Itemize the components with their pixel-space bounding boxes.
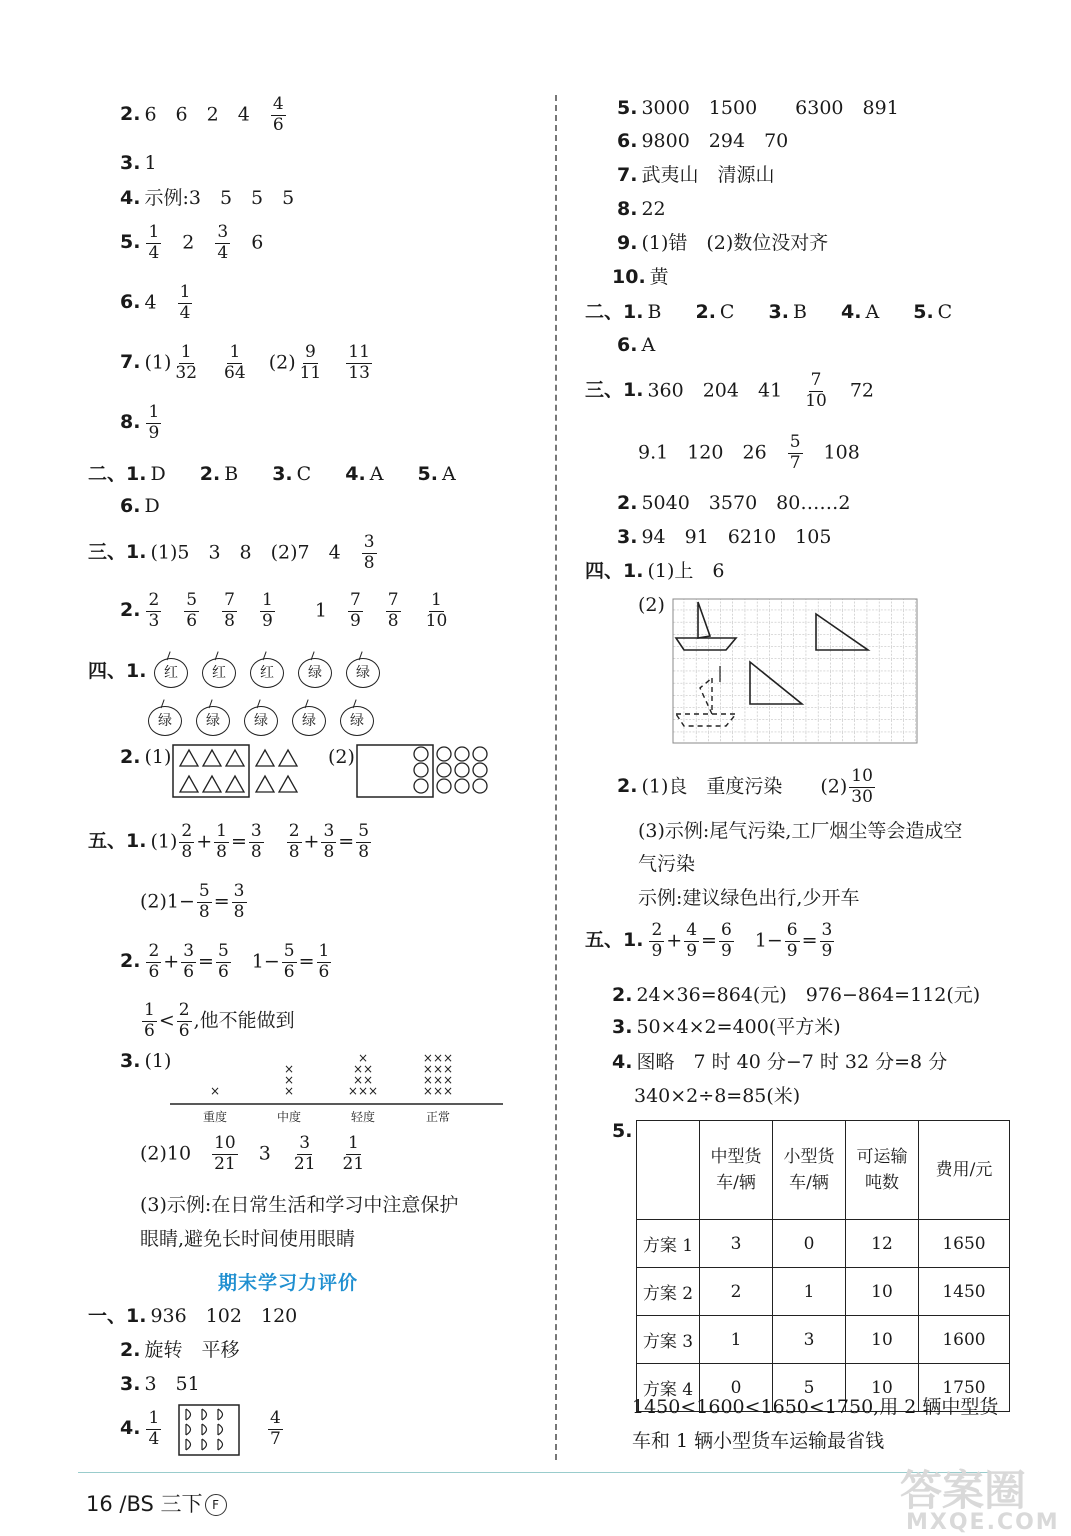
r-section-5-answer-5-label: 5.: [612, 1120, 633, 1142]
svg-text:×××: ×××: [347, 1084, 379, 1098]
table-cell: 方案 2: [637, 1268, 700, 1316]
page-number: 16: [86, 1492, 113, 1516]
svg-text:××: ××: [352, 1073, 374, 1087]
section-5-answer-3-part3-line1: (3)示例:在日常生活和学习中注意保护: [140, 1194, 459, 1216]
section-4-answer-2-part2-label: (2): [328, 746, 355, 768]
table-cell: 3: [773, 1316, 846, 1364]
final-answer-1: 一、1. 936 102 120: [88, 1305, 298, 1327]
r-section-5-answer-1: 五、1. $\frac{2}{9}$ + $\frac{4}{9}$ = $\frac{6}{9}$ 1− $\frac{6}{9}$ = $\frac{3}{9}$: [585, 920, 833, 961]
section-5-answer-3-label: 3. (1): [120, 1050, 172, 1072]
svg-text:×××: ×××: [422, 1084, 454, 1098]
svg-text:×: ×: [283, 1073, 295, 1087]
table-cell: 3: [700, 1220, 773, 1268]
r-conclusion-line2: 车和 1 辆小型货车运输最省钱: [632, 1430, 885, 1452]
apple-icon: 绿: [196, 706, 230, 736]
apple-icon: 绿: [148, 706, 182, 736]
table-header-cell: 小型货 车/辆: [773, 1121, 846, 1220]
apple-icon: 绿: [292, 706, 326, 736]
r-section-5-answer-4: 4. 图略 7 时 40 分−7 时 32 分=8 分: [612, 1051, 948, 1073]
table-cell: 1650: [919, 1220, 1010, 1268]
section-5-answer-3-part2: (2)10 $\frac{10}{21}$ 3 $\frac{3}{21}$ $\frac{1}{21}$: [140, 1133, 365, 1174]
apple-icon: 绿: [298, 658, 332, 688]
transport-plan-table: [636, 1120, 1010, 1412]
r-section-5-answer-3: 3. 50×4×2=400(平方米): [612, 1016, 841, 1038]
table-cell: 1750: [919, 1364, 1010, 1412]
final-evaluation-title: 期末学习力评价: [218, 1272, 359, 1294]
answer-4: 4. 示例:3 5 5 5: [120, 187, 295, 209]
answer-7: 7. (1) $\frac{1}{32}$ $\frac{1}{64}$ (2) $\frac{9}{11}$ $\frac{11}{13}$: [120, 342, 370, 383]
apple-icon: 红: [250, 658, 284, 688]
svg-text:×: ×: [283, 1084, 295, 1098]
r-section-3-answer-1b: 9.1 120 26 $\frac{5}{7}$ 108: [638, 432, 860, 473]
table-cell: 1600: [919, 1316, 1010, 1364]
apple-icon: 绿: [244, 706, 278, 736]
table-cell: 0: [773, 1220, 846, 1268]
r-section-4-answer-1: 四、1. (1)上 6: [585, 560, 725, 582]
table-cell: 10: [846, 1268, 919, 1316]
r-answer-10: 10. 黄: [612, 266, 669, 288]
apple-icon: 绿: [340, 706, 374, 736]
table-cell: 1: [700, 1316, 773, 1364]
section-5-answer-1-part2: (2)1− $\frac{5}{8}$ = $\frac{3}{8}$: [140, 881, 245, 922]
apple-icon: 红: [202, 658, 236, 688]
tally-normal: ×××: [422, 1051, 454, 1065]
table-cell: 12: [846, 1220, 919, 1268]
final-answer-4: 4. $\frac{1}{4}$: [120, 1408, 160, 1449]
section-3-answer-2: 2. $\frac{2}{3}$ $\frac{5}{6}$ $\frac{7}{8}$ $\frac{1}{9}$ 1 $\frac{7}{9}$ $\frac{7}{8}$ $\frac{1}{10}$: [120, 590, 448, 631]
section-4-answer-1-row2: [148, 706, 388, 736]
final-answer-2: 2. 旋转 平移: [120, 1339, 240, 1361]
series-label: /BS 三下: [119, 1492, 203, 1516]
table-cell: 2: [700, 1268, 773, 1316]
r-section-4-answer-2-part3-line2: 气污染: [638, 853, 696, 875]
table-row: [637, 1268, 1010, 1316]
answer-2: 2. 6 6 2 4 $\frac{4}{6}$: [120, 94, 284, 135]
r-section-4-answer-2-part3-line1: (3)示例:尾气污染,工厂烟尘等会造成空: [638, 820, 963, 842]
table-cell: 0: [700, 1364, 773, 1412]
table-row: [637, 1316, 1010, 1364]
answer-5: 5. $\frac{1}{4}$ 2 $\frac{3}{4}$ 6: [120, 222, 264, 263]
page-footer: [86, 1488, 227, 1518]
tally-medium: ×: [283, 1062, 295, 1076]
final-answer-4-fraction: $\frac{4}{7}$: [270, 1408, 281, 1449]
tally-heavy: ×: [209, 1084, 221, 1098]
watermark-logo: 答案圈: [900, 1466, 1027, 1515]
section-2-answer-6: 6. D: [120, 495, 160, 517]
section-3-answer-1: 三、1. (1)5 3 8 (2)7 4 $\frac{3}{8}$: [88, 532, 375, 573]
section-4-answer-2: 2. (1): [120, 746, 172, 768]
circle-grouping-figure: [356, 744, 492, 800]
table-cell: 10: [846, 1364, 919, 1412]
r-section-2-answers: 二、1. B 2. C 3. B 4. A 5. C: [585, 301, 953, 323]
table-header-cell: 可运输 吨数: [846, 1121, 919, 1220]
column-divider: [555, 95, 557, 1460]
r-section-4-answer-2-part3-line3: 示例:建议绿色出行,少开车: [638, 887, 860, 909]
table-cell: 5: [773, 1364, 846, 1412]
r-section-3-answer-1a: 三、1. 360 204 41 $\frac{7}{10}$ 72: [585, 370, 875, 411]
r-answer-8: 8. 22: [617, 198, 666, 220]
r-section-4-answer-2: 2. (1)良 重度污染 (2) $\frac{10}{30}$: [617, 766, 873, 807]
table-header-cell: [637, 1121, 700, 1220]
table-cell: 方案 4: [637, 1364, 700, 1412]
table-cell: 方案 3: [637, 1316, 700, 1364]
tally-chart: [170, 1048, 506, 1130]
section-2-answers: 二、1. D 2. B 3. C 4. A 5. A: [88, 463, 456, 485]
table-cell: 1450: [919, 1268, 1010, 1316]
apple-icon: 绿: [346, 658, 380, 688]
table-cell: 方案 1: [637, 1220, 700, 1268]
triangle-grouping-figure: [172, 744, 312, 800]
grid-transform-figure: [672, 598, 920, 746]
svg-text:×××: ×××: [422, 1073, 454, 1087]
chart-label-medium: 中度: [276, 1110, 302, 1124]
table-cell: 10: [846, 1316, 919, 1364]
svg-text:×××: ×××: [422, 1062, 454, 1076]
r-section-4-answer-1-part2: (2): [638, 594, 665, 616]
table-header-row: [637, 1121, 1010, 1220]
answer-8: 8. $\frac{1}{9}$: [120, 402, 160, 443]
section-4-answer-1-row1: 四、1. 红 红 红 绿 绿: [88, 658, 394, 688]
edition-badge-icon: F: [205, 1494, 227, 1516]
table-row: [637, 1220, 1010, 1268]
chart-label-light: 轻度: [350, 1110, 376, 1124]
watermark-url: MXQE.COM: [906, 1510, 1060, 1535]
r-conclusion-line1: 1450<1600<1650<1750,用 2 辆中型货: [632, 1396, 999, 1418]
r-section-5-answer-2: 2. 24×36=864(元) 976−864=112(元): [612, 984, 981, 1006]
section-5-answer-2: 2. $\frac{2}{6}$ + $\frac{3}{6}$ = $\frac{5}{6}$ 1− $\frac{5}{6}$ = $\frac{1}{6}$: [120, 941, 330, 982]
tally-light: ×: [357, 1051, 369, 1065]
answer-3: 3. 1: [120, 152, 157, 174]
r-answer-6: 6. 9800 294 70: [617, 130, 789, 152]
footer-rule: [78, 1472, 998, 1473]
chart-label-heavy: 重度: [202, 1110, 228, 1124]
section-5-answer-3-part3-line2: 眼睛,避免长时间使用眼睛: [140, 1228, 356, 1250]
r-section-5-answer-4-line2: 340×2÷8=85(米): [634, 1085, 801, 1107]
r-section-3-answer-2: 2. 5040 3570 80……2: [617, 492, 851, 514]
apple-icon: 红: [154, 658, 188, 688]
final-answer-3: 3. 3 51: [120, 1373, 200, 1395]
section-5-answer-2-conclusion: $\frac{1}{6}$ < $\frac{2}{6}$ ,他不能做到: [144, 1000, 295, 1041]
table-header-cell: 中型货 车/辆: [700, 1121, 773, 1220]
section-5-answer-1: 五、1. (1) $\frac{2}{8}$ + $\frac{1}{8}$ = $\frac{3}{8}$ $\frac{2}{8}$ + $\frac{3}{8}$ = $\frac{5}{8}$: [88, 821, 370, 862]
r-answer-5: 5. 3000 1500 6300 891: [617, 97, 899, 119]
r-section-2-answer-6: 6. A: [617, 334, 656, 356]
table-cell: 1: [773, 1268, 846, 1316]
r-answer-9: 9. (1)错 (2)数位没对齐: [617, 232, 829, 254]
answer-6: 6. 4 $\frac{1}{4}$: [120, 282, 191, 323]
chart-label-normal: 正常: [425, 1110, 451, 1124]
r-answer-7: 7. 武夷山 清源山: [617, 164, 775, 186]
svg-text:××: ××: [352, 1062, 374, 1076]
r-section-3-answer-3: 3. 94 91 6210 105: [617, 526, 832, 548]
shape-grid-figure: [178, 1404, 242, 1458]
table-header-cell: 费用/元: [919, 1121, 1010, 1220]
